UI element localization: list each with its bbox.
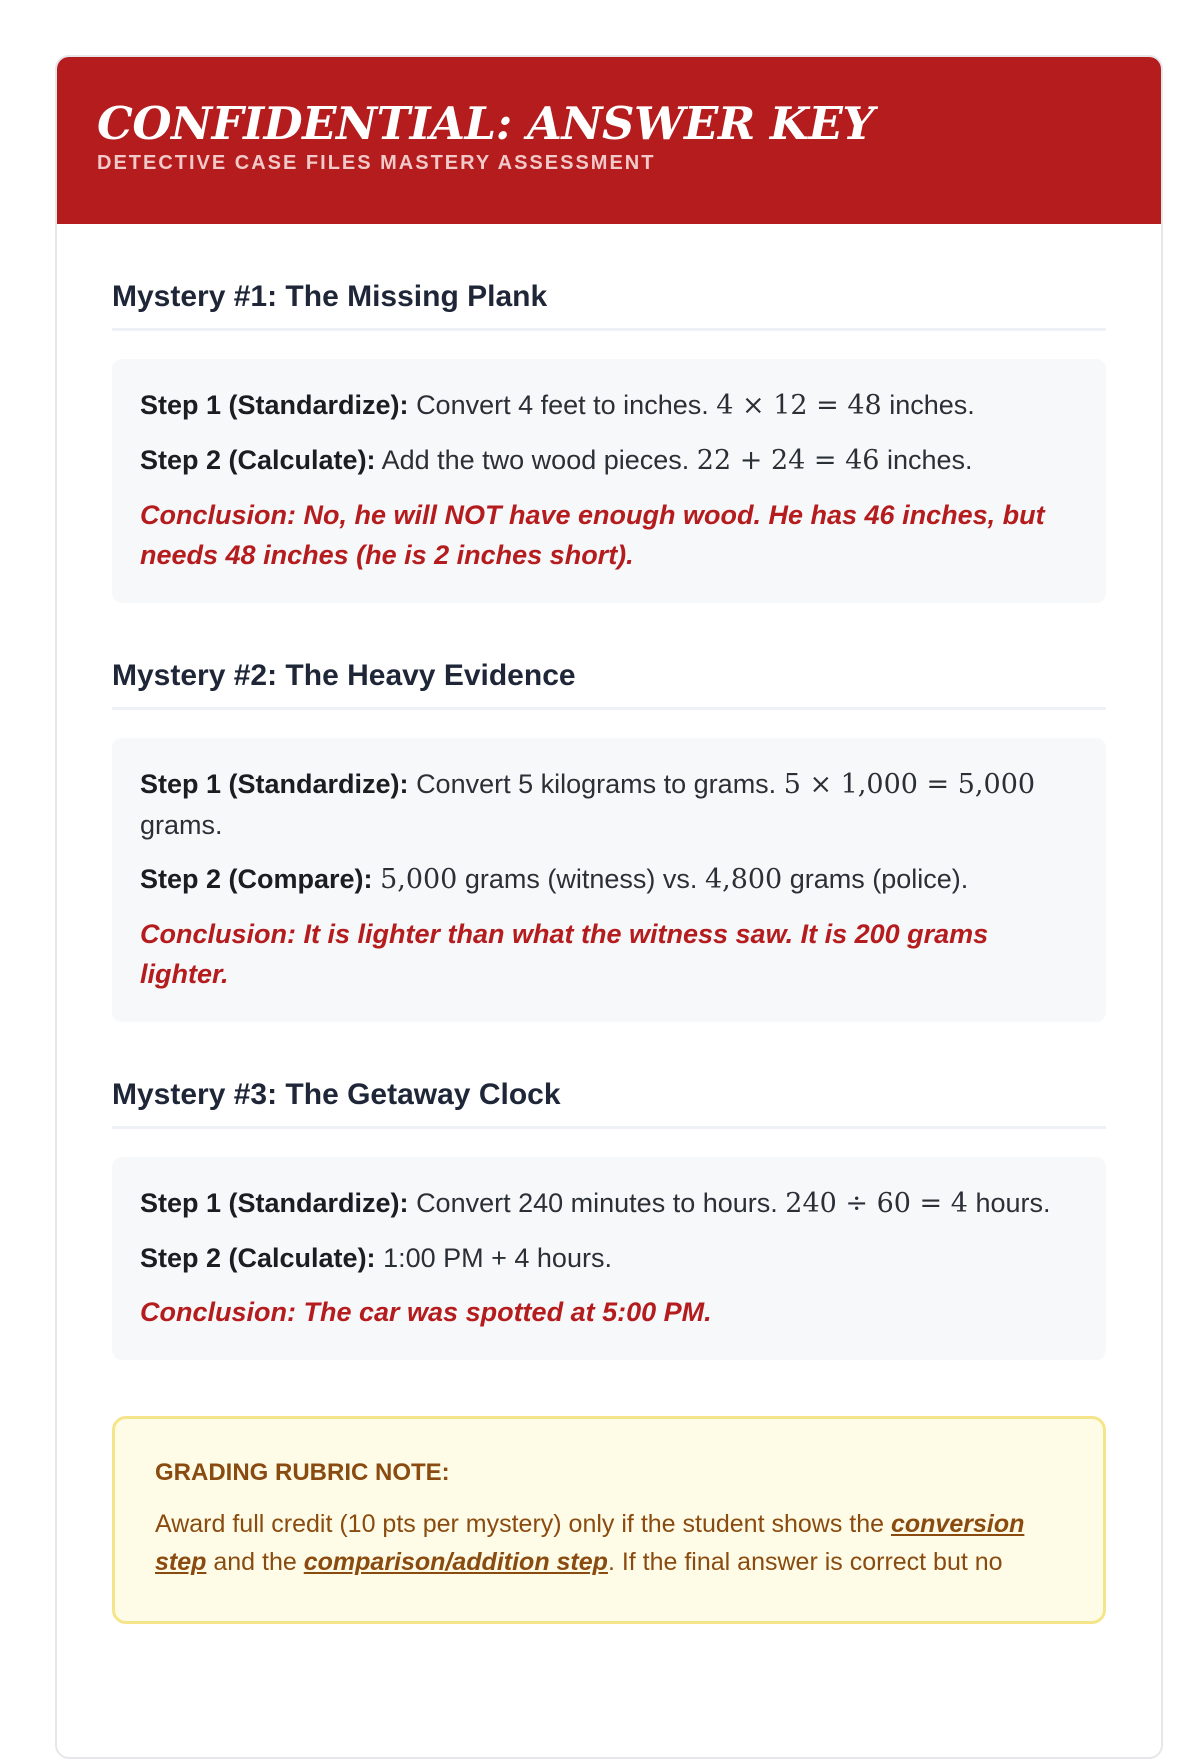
math-value: 5,000 — [380, 864, 458, 895]
rubric-text-part: and the — [213, 1548, 297, 1576]
mystery-section-3 — [112, 1078, 1106, 1360]
step-text: Convert 5 kilograms to grams. — [416, 769, 777, 799]
step-label: Step 2 (Calculate): — [140, 1243, 376, 1273]
page-title: CONFIDENTIAL: ANSWER KEY — [97, 97, 874, 150]
step-label: Step 2 (Calculate): — [140, 445, 376, 475]
mystery-title: Mystery #1: The Missing Plank — [112, 280, 1106, 331]
step-suffix: hours. — [975, 1188, 1051, 1218]
conclusion: Conclusion: No, he will NOT have enough wood. He has 46 inches, but needs 48 inches (he is 2 inches short). — [140, 500, 1045, 570]
mystery-title: Mystery #2: The Heavy Evidence — [112, 659, 1106, 710]
step-label: Step 1 (Standardize): — [140, 769, 409, 799]
math-expression: 4 × 12 = 48 — [716, 390, 882, 421]
grading-rubric-note — [112, 1416, 1106, 1624]
header-banner — [57, 57, 1161, 224]
step-text: Add the two wood pieces. — [381, 445, 690, 475]
step-label: Step 1 (Standardize): — [140, 390, 409, 420]
solution-box — [112, 1157, 1106, 1360]
answer-key-card — [55, 55, 1163, 1759]
content-area — [57, 280, 1161, 1624]
step-text: Convert 4 feet to inches. — [416, 390, 709, 420]
mystery-section-1 — [112, 280, 1106, 603]
mystery-title: Mystery #3: The Getaway Clock — [112, 1078, 1106, 1129]
solution-box — [112, 738, 1106, 1022]
step-text: Convert 240 minutes to hours. — [416, 1188, 778, 1218]
step-suffix: grams. — [140, 810, 223, 840]
math-expression: 5 × 1,000 = 5,000 — [783, 769, 1036, 800]
step-1 — [140, 764, 1078, 845]
step-label: Step 1 (Standardize): — [140, 1188, 409, 1218]
conclusion: Conclusion: The car was spotted at 5:00 PM. — [140, 1297, 712, 1327]
page-subtitle: DETECTIVE CASE FILES MASTERY ASSESSMENT — [97, 151, 656, 174]
rubric-emphasis: comparison/addition step — [303, 1548, 608, 1576]
step-1 — [140, 1183, 1078, 1224]
step-label: Step 2 (Compare): — [140, 864, 373, 894]
step-text: grams (witness) vs. — [464, 864, 698, 894]
step-2 — [140, 1238, 1078, 1278]
step-2 — [140, 440, 1078, 481]
math-expression: 240 ÷ 60 = 4 — [785, 1188, 968, 1219]
step-suffix: inches. — [889, 390, 975, 420]
step-1 — [140, 385, 1078, 426]
rubric-text — [155, 1505, 1063, 1581]
rubric-text-part: Award full credit (10 pts per mystery) only if the student shows the — [155, 1510, 885, 1538]
math-value: 4,800 — [704, 864, 783, 895]
rubric-emphasis: conversion step — [155, 1510, 1025, 1576]
step-text: grams (police). — [789, 864, 969, 894]
rubric-text-part: . If the final answer is correct but no — [607, 1548, 1003, 1576]
rubric-title: GRADING RUBRIC NOTE: — [155, 1459, 450, 1486]
step-2 — [140, 859, 1078, 900]
solution-box — [112, 359, 1106, 603]
mystery-section-2 — [112, 659, 1106, 1022]
conclusion: Conclusion: It is lighter than what the witness saw. It is 200 grams lighter. — [140, 919, 989, 989]
step-suffix: inches. — [886, 445, 973, 475]
math-expression: 22 + 24 = 46 — [696, 445, 880, 476]
step-text: 1:00 PM + 4 hours. — [383, 1243, 612, 1273]
